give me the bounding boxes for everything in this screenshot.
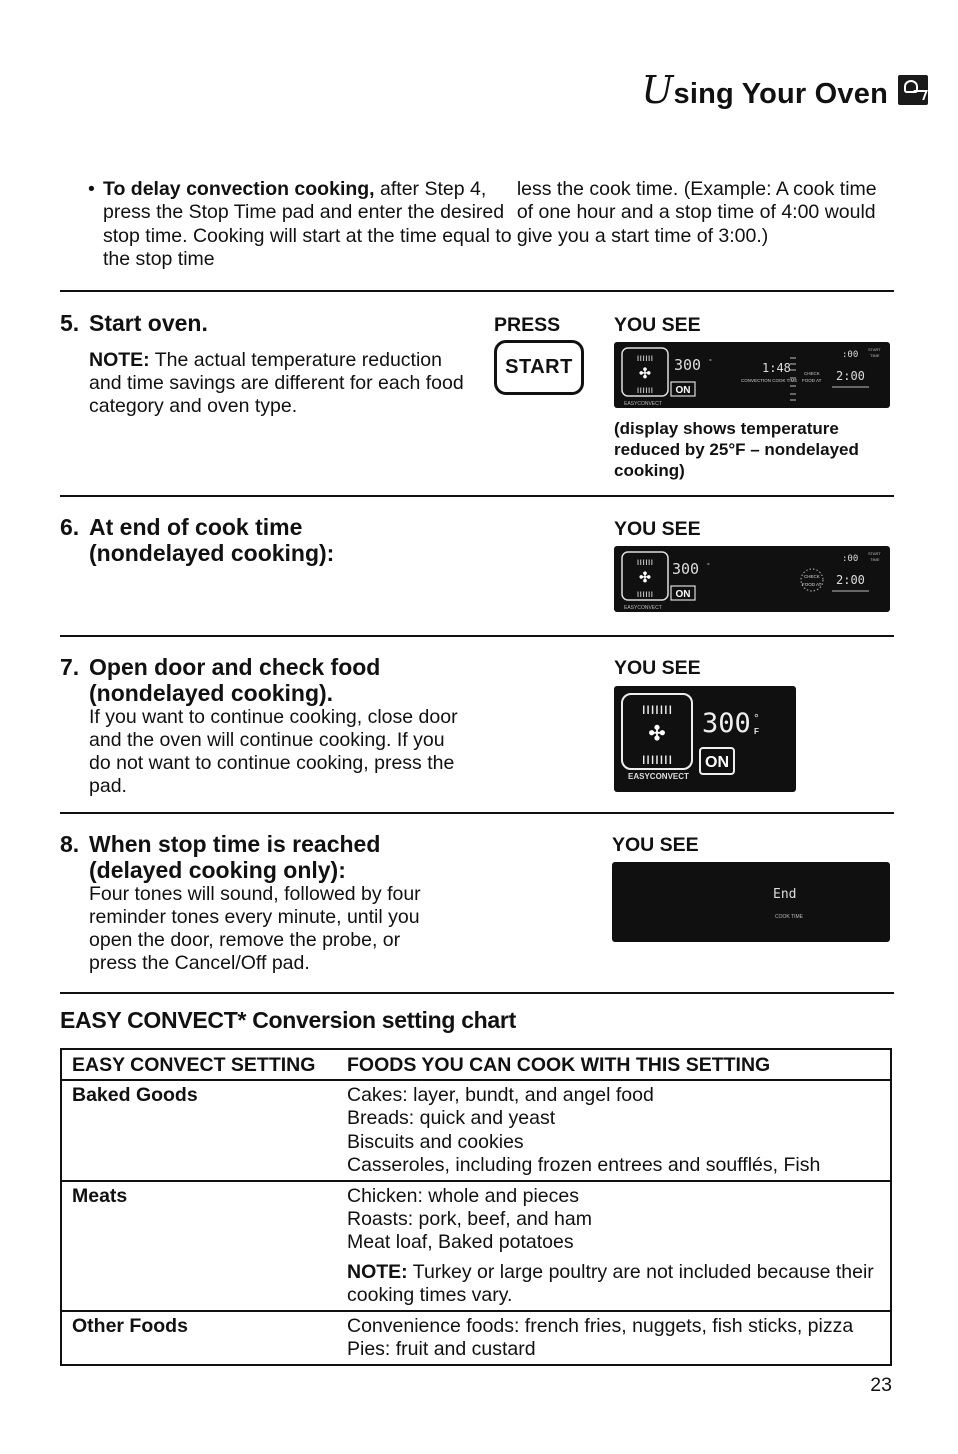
step-8-body: Four tones will sound, followed by four reminder tones every minute, until you open the door, remove the probe, or press the Cancel/Off pad. (89, 883, 421, 974)
divider (60, 290, 894, 292)
display-stop-time: 2:00 (836, 573, 865, 587)
intro-section (88, 178, 894, 271)
table-note: NOTE: Turkey or large poultry are not included because their cooking times vary. (347, 1260, 874, 1306)
display-temp: 300 (672, 560, 700, 578)
svg-text:ıııııı: ıııııı (636, 385, 654, 396)
oven-logo-icon (898, 75, 928, 105)
oven-display-step-6 (614, 546, 890, 612)
svg-text:START: START (868, 551, 881, 556)
table-header: EASY CONVECT SETTING (61, 1049, 337, 1080)
oven-display-step-7 (614, 686, 796, 792)
svg-text:ıııııı: ıııııı (636, 589, 654, 600)
display-mode: EASYCONVECT (624, 401, 662, 407)
display-on: ON (705, 754, 729, 771)
svg-text:CONVECTION COOK TIME: CONVECTION COOK TIME (741, 378, 798, 383)
svg-text:FOOD AT: FOOD AT (802, 582, 822, 587)
you-see-heading: YOU SEE (612, 834, 699, 856)
flashing-indicator-icon (801, 569, 823, 591)
step-7-body: If you want to continue cooking, close door and the oven will continue cooking. If you do not want to continue cooking, press the pad. (89, 706, 458, 797)
table-row: Other Foods Convenience foods: french fries, nuggets, fish sticks, pizza Pies: fruit and custard (72, 1315, 854, 1361)
display-stop-time: 2:00 (836, 369, 865, 383)
display-on: ON (675, 385, 691, 396)
display-mode: EASYCONVECT (624, 605, 662, 611)
intro-right-text: less the cook time. (Example: A cook time of one hour and a stop time of 4:00 would give you a start time of 3:00.) (516, 178, 877, 247)
intro-left-text: To delay convection cooking, after Step 4, press the Stop Time pad and enter the desired stop time. Cooking will start at the time equal to the stop time (103, 178, 512, 270)
table-header: FOODS YOU CAN COOK WITH THIS SETTING (337, 1049, 891, 1080)
svg-text:CHECK: CHECK (804, 574, 820, 579)
table-row: Baked Goods Cakes: layer, bundt, and angel food Breads: quick and yeast Biscuits and cookies Casseroles, including frozen entrees and soufflés, Fish (61, 1080, 891, 1181)
chart-title: EASY CONVECT* Conversion setting chart (60, 1007, 516, 1033)
press-column-heading: PRESS (494, 314, 561, 336)
table-row: Meats Chicken: whole and pieces Roasts: pork, beef, and ham Meat loaf, Baked potatoes NOTE: Turkey or large poultry are not included because their cooking times vary. (61, 1181, 891, 1311)
you-see-heading: YOU SEE (614, 518, 701, 540)
svg-text:CHECK: CHECK (804, 371, 820, 376)
divider (60, 812, 894, 814)
display-on: ON (675, 589, 691, 600)
divider (60, 495, 894, 497)
svg-text:°: ° (754, 711, 759, 725)
display-cook-time: 1:48 (762, 361, 791, 375)
page-title: Using Your Oven (641, 68, 888, 112)
display-cook-time-label: COOK TIME (775, 914, 803, 920)
display-temp: 300 (674, 356, 702, 374)
svg-text:ııııııı: ııııııı (641, 701, 673, 718)
svg-text:START: START (868, 347, 881, 352)
svg-text:FOOD AT: FOOD AT (802, 378, 822, 383)
svg-text:ııııııı: ııııııı (641, 751, 673, 768)
display-caption: (display shows temperature reduced by 25°F – nondelayed cooking) (614, 419, 859, 480)
step-6-title: 6. At end of cook time (nondelayed cooking): (60, 514, 335, 566)
page-header (641, 68, 928, 112)
svg-text:ıııııı: ıııııı (636, 557, 654, 568)
divider (60, 635, 894, 637)
display-unit: F (754, 727, 759, 736)
start-button[interactable]: START (494, 340, 584, 395)
step-8-title: 8. When stop time is reached (delayed cooking only): (60, 831, 381, 883)
svg-text:°: ° (709, 359, 712, 366)
oven-display-step-5 (614, 342, 890, 408)
fan-icon: ✣ (639, 569, 651, 585)
fan-icon: ✣ (648, 723, 666, 745)
you-see-heading: YOU SEE (614, 314, 701, 336)
step-5-note: NOTE: The actual temperature reduction and time savings are different for each food category and oven type. (89, 349, 464, 417)
svg-text:TIME: TIME (870, 557, 880, 562)
you-see-heading: YOU SEE (614, 657, 701, 679)
step-5-title: 5. Start oven. (60, 310, 208, 336)
svg-text::00: :00 (842, 350, 859, 360)
conversion-table (60, 1048, 892, 1366)
svg-text:ıııııı: ıııııı (636, 353, 654, 364)
fan-icon: ✣ (639, 365, 651, 381)
svg-text:TIME: TIME (870, 353, 880, 358)
step-7-title: 7. Open door and check food (nondelayed cooking). (60, 654, 381, 706)
page-number: 23 (870, 1374, 892, 1396)
bullet-icon: • (88, 178, 95, 200)
svg-text::00: :00 (842, 554, 859, 564)
divider (60, 992, 894, 994)
display-end: End (773, 887, 797, 902)
svg-text:°: ° (707, 563, 710, 570)
display-mode: EASYCONVECT (628, 772, 689, 781)
display-temp: 300 (702, 708, 751, 739)
oven-display-step-8 (612, 862, 890, 942)
